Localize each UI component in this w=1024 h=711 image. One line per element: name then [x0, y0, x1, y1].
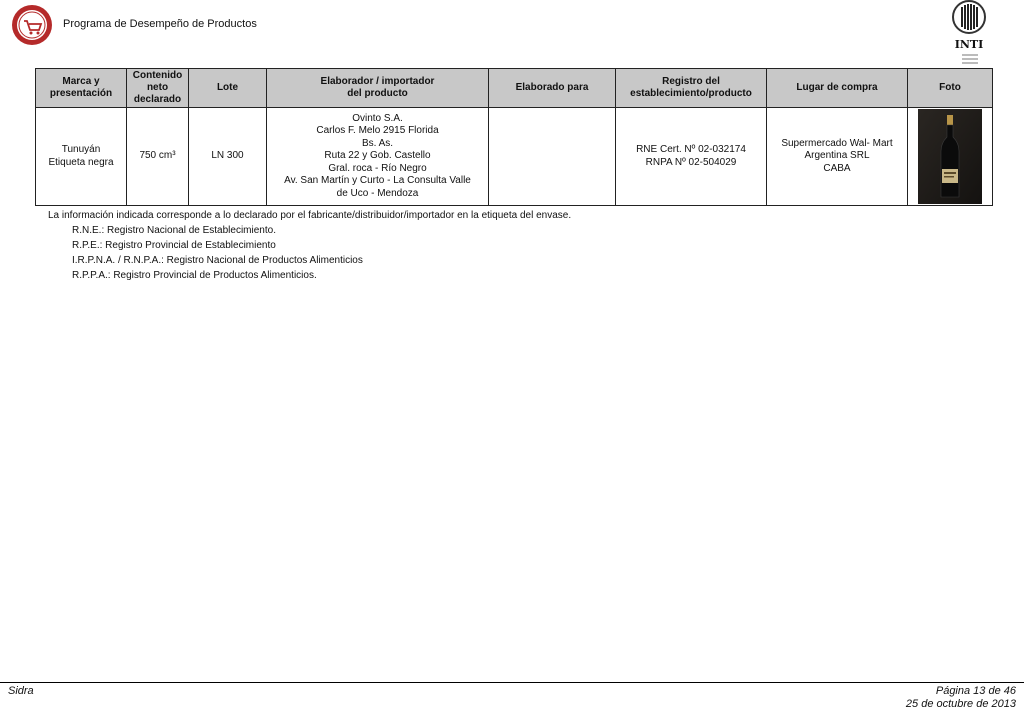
product-photo — [918, 109, 982, 204]
header-elaborador: Elaborador / importador del producto — [267, 69, 489, 108]
cell-lote: LN 300 — [189, 108, 267, 206]
products-table — [35, 68, 993, 206]
footer-section-name: Sidra — [8, 685, 34, 697]
bottle-photo-icon — [918, 109, 982, 204]
consumer-seal-icon — [11, 4, 53, 46]
footer-date: 25 de octubre de 2013 — [905, 698, 1016, 710]
table-row — [36, 108, 993, 206]
page-number: Página 13 de 46 — [935, 685, 1016, 697]
cell-lugar: Supermercado Wal- Mart Argentina SRL CABA — [767, 108, 908, 206]
cell-marca: Tunuyán Etiqueta negra — [36, 108, 127, 206]
header-lugar: Lugar de compra — [767, 69, 908, 108]
cell-elaborador: Ovinto S.A. Carlos F. Melo 2915 Florida Bs. As. Ruta 22 y Gob. Castello Gral. roca - Río Negro Av. San Martín y Curto - La Consulta Valle de Uco - Mendoza — [267, 108, 489, 206]
note-main: La información indicada corresponde a lo declarado por el fabricante/distribuidor/importador en la etiqueta del envase. — [48, 210, 572, 221]
document-title: Programa de Desempeño de Productos — [63, 18, 257, 30]
inti-logo-icon — [946, 0, 992, 64]
note-item: R.P.P.A.: Registro Provincial de Productos Alimenticios. — [72, 270, 317, 281]
table-header-row — [36, 69, 993, 108]
footer-page-info — [906, 685, 1016, 711]
cell-foto — [908, 108, 993, 206]
header-marca: Marca y presentación — [36, 69, 127, 108]
note-item: I.R.P.N.A. / R.N.P.A.: Registro Nacional de Productos Alimenticios — [72, 255, 363, 266]
page-header — [0, 0, 1024, 62]
header-lote: Lote — [189, 69, 267, 108]
header-registro: Registro del establecimiento/producto — [616, 69, 767, 108]
note-item: R.N.E.: Registro Nacional de Establecimiento. — [72, 225, 276, 236]
notes-section — [48, 210, 571, 285]
footer-divider — [0, 682, 1024, 683]
cell-elaborado-para — [489, 108, 616, 206]
cell-contenido: 750 cm³ — [127, 108, 189, 206]
header-foto: Foto — [908, 69, 993, 108]
header-elaborado-para: Elaborado para — [489, 69, 616, 108]
note-item: R.P.E.: Registro Provincial de Establecimiento — [72, 240, 276, 251]
inti-logo-text: INTI — [954, 38, 984, 51]
header-contenido: Contenido neto declarado — [127, 69, 189, 108]
cell-registro: RNE Cert. Nº 02-032174 RNPA Nº 02-504029 — [616, 108, 767, 206]
